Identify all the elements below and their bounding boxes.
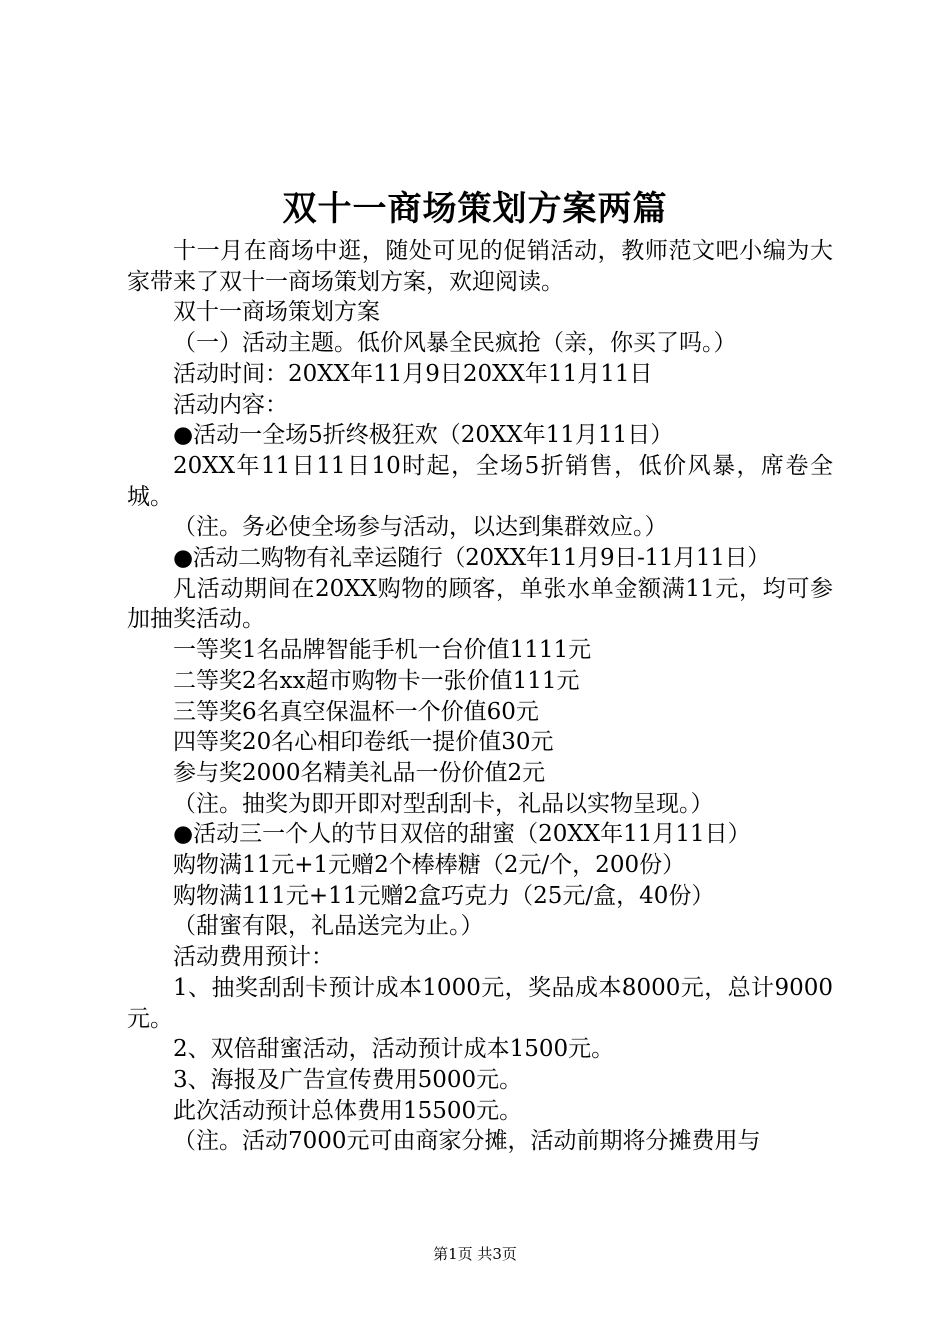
paragraph-activity-two: ●活动二购物有礼幸运随行（20XX年11月9日-11月11日） [173, 545, 770, 572]
paragraph-gift-chocolate: 购物满111元+11元赠2盒巧克力（25元/盒，40份） [173, 882, 715, 909]
paragraph-activity-one-detail: 20XX年11日11日10时起，全场5折销售，低价风暴，席卷全城。 [127, 452, 833, 510]
paragraph-note-three: （甜蜜有限，礼品送完为止。） [173, 913, 484, 940]
paragraph-intro: 十一月在商场中逛，随处可见的促销活动，教师范文吧小编为大家带来了双十一商场策划方案，欢迎阅读。 [127, 238, 833, 295]
paragraph-prize-first: 一等奖1名品牌智能手机一台价值1111元 [173, 637, 592, 664]
paragraph-gift-lollipop: 购物满11元+1元赠2个棒棒糖（2元/个，200份） [173, 852, 686, 879]
paragraph-prize-fourth: 四等奖20名心相印卷纸一提价值30元 [173, 729, 554, 756]
paragraph-theme: （一）活动主题。低价风暴全民疯抢（亲，你买了吗。） [173, 330, 737, 357]
paragraph-activity-one: ●活动一全场5折终极狂欢（20XX年11月11日） [173, 422, 674, 449]
paragraph-note-two: （注。抽奖为即开即对型刮刮卡，礼品以实物呈现。） [173, 790, 714, 817]
paragraph-content-heading: 活动内容： [173, 391, 288, 418]
paragraph-prize-second: 二等奖2名xx超市购物卡一张价值111元 [173, 667, 580, 694]
paragraph-activity-two-detail: 凡活动期间在20XX购物的顾客，单张水单金额满11元，均可参加抽奖活动。 [127, 575, 833, 633]
page-footer: 第1页 共3页 [433, 1245, 517, 1263]
paragraph-cost-one: 1、抽奖刮刮卡预计成本1000元，奖品成本8000元，总计9000元。 [127, 974, 833, 1032]
document-title: 双十一商场策划方案两篇 [282, 189, 668, 229]
paragraph-cost-two: 2、双倍甜蜜活动，活动预计成本1500元。 [173, 1036, 615, 1063]
paragraph-subtitle: 双十一商场策划方案 [173, 299, 380, 326]
paragraph-cost-heading: 活动费用预计： [173, 944, 334, 971]
paragraph-prize-third: 三等奖6名真空保温杯一个价值60元 [173, 698, 539, 725]
paragraph-cost-three: 3、海报及广告宣传费用5000元。 [173, 1066, 523, 1093]
paragraph-cost-total: 此次活动预计总体费用15500元。 [173, 1097, 523, 1124]
document-body [127, 236, 833, 1157]
paragraph-prize-participation: 参与奖2000名精美礼品一份价值2元 [173, 759, 546, 786]
paragraph-activity-three: ●活动三一个人的节日双倍的甜蜜（20XX年11月11日） [173, 821, 751, 848]
paragraph-note-four: （注。活动7000元可由商家分摊，活动前期将分摊费用与 [173, 1128, 761, 1155]
paragraph-note-one: （注。务必使全场参与活动，以达到集群效应。） [173, 514, 668, 541]
paragraph-time: 活动时间：20XX年11月9日20XX年11月11日 [173, 360, 653, 387]
